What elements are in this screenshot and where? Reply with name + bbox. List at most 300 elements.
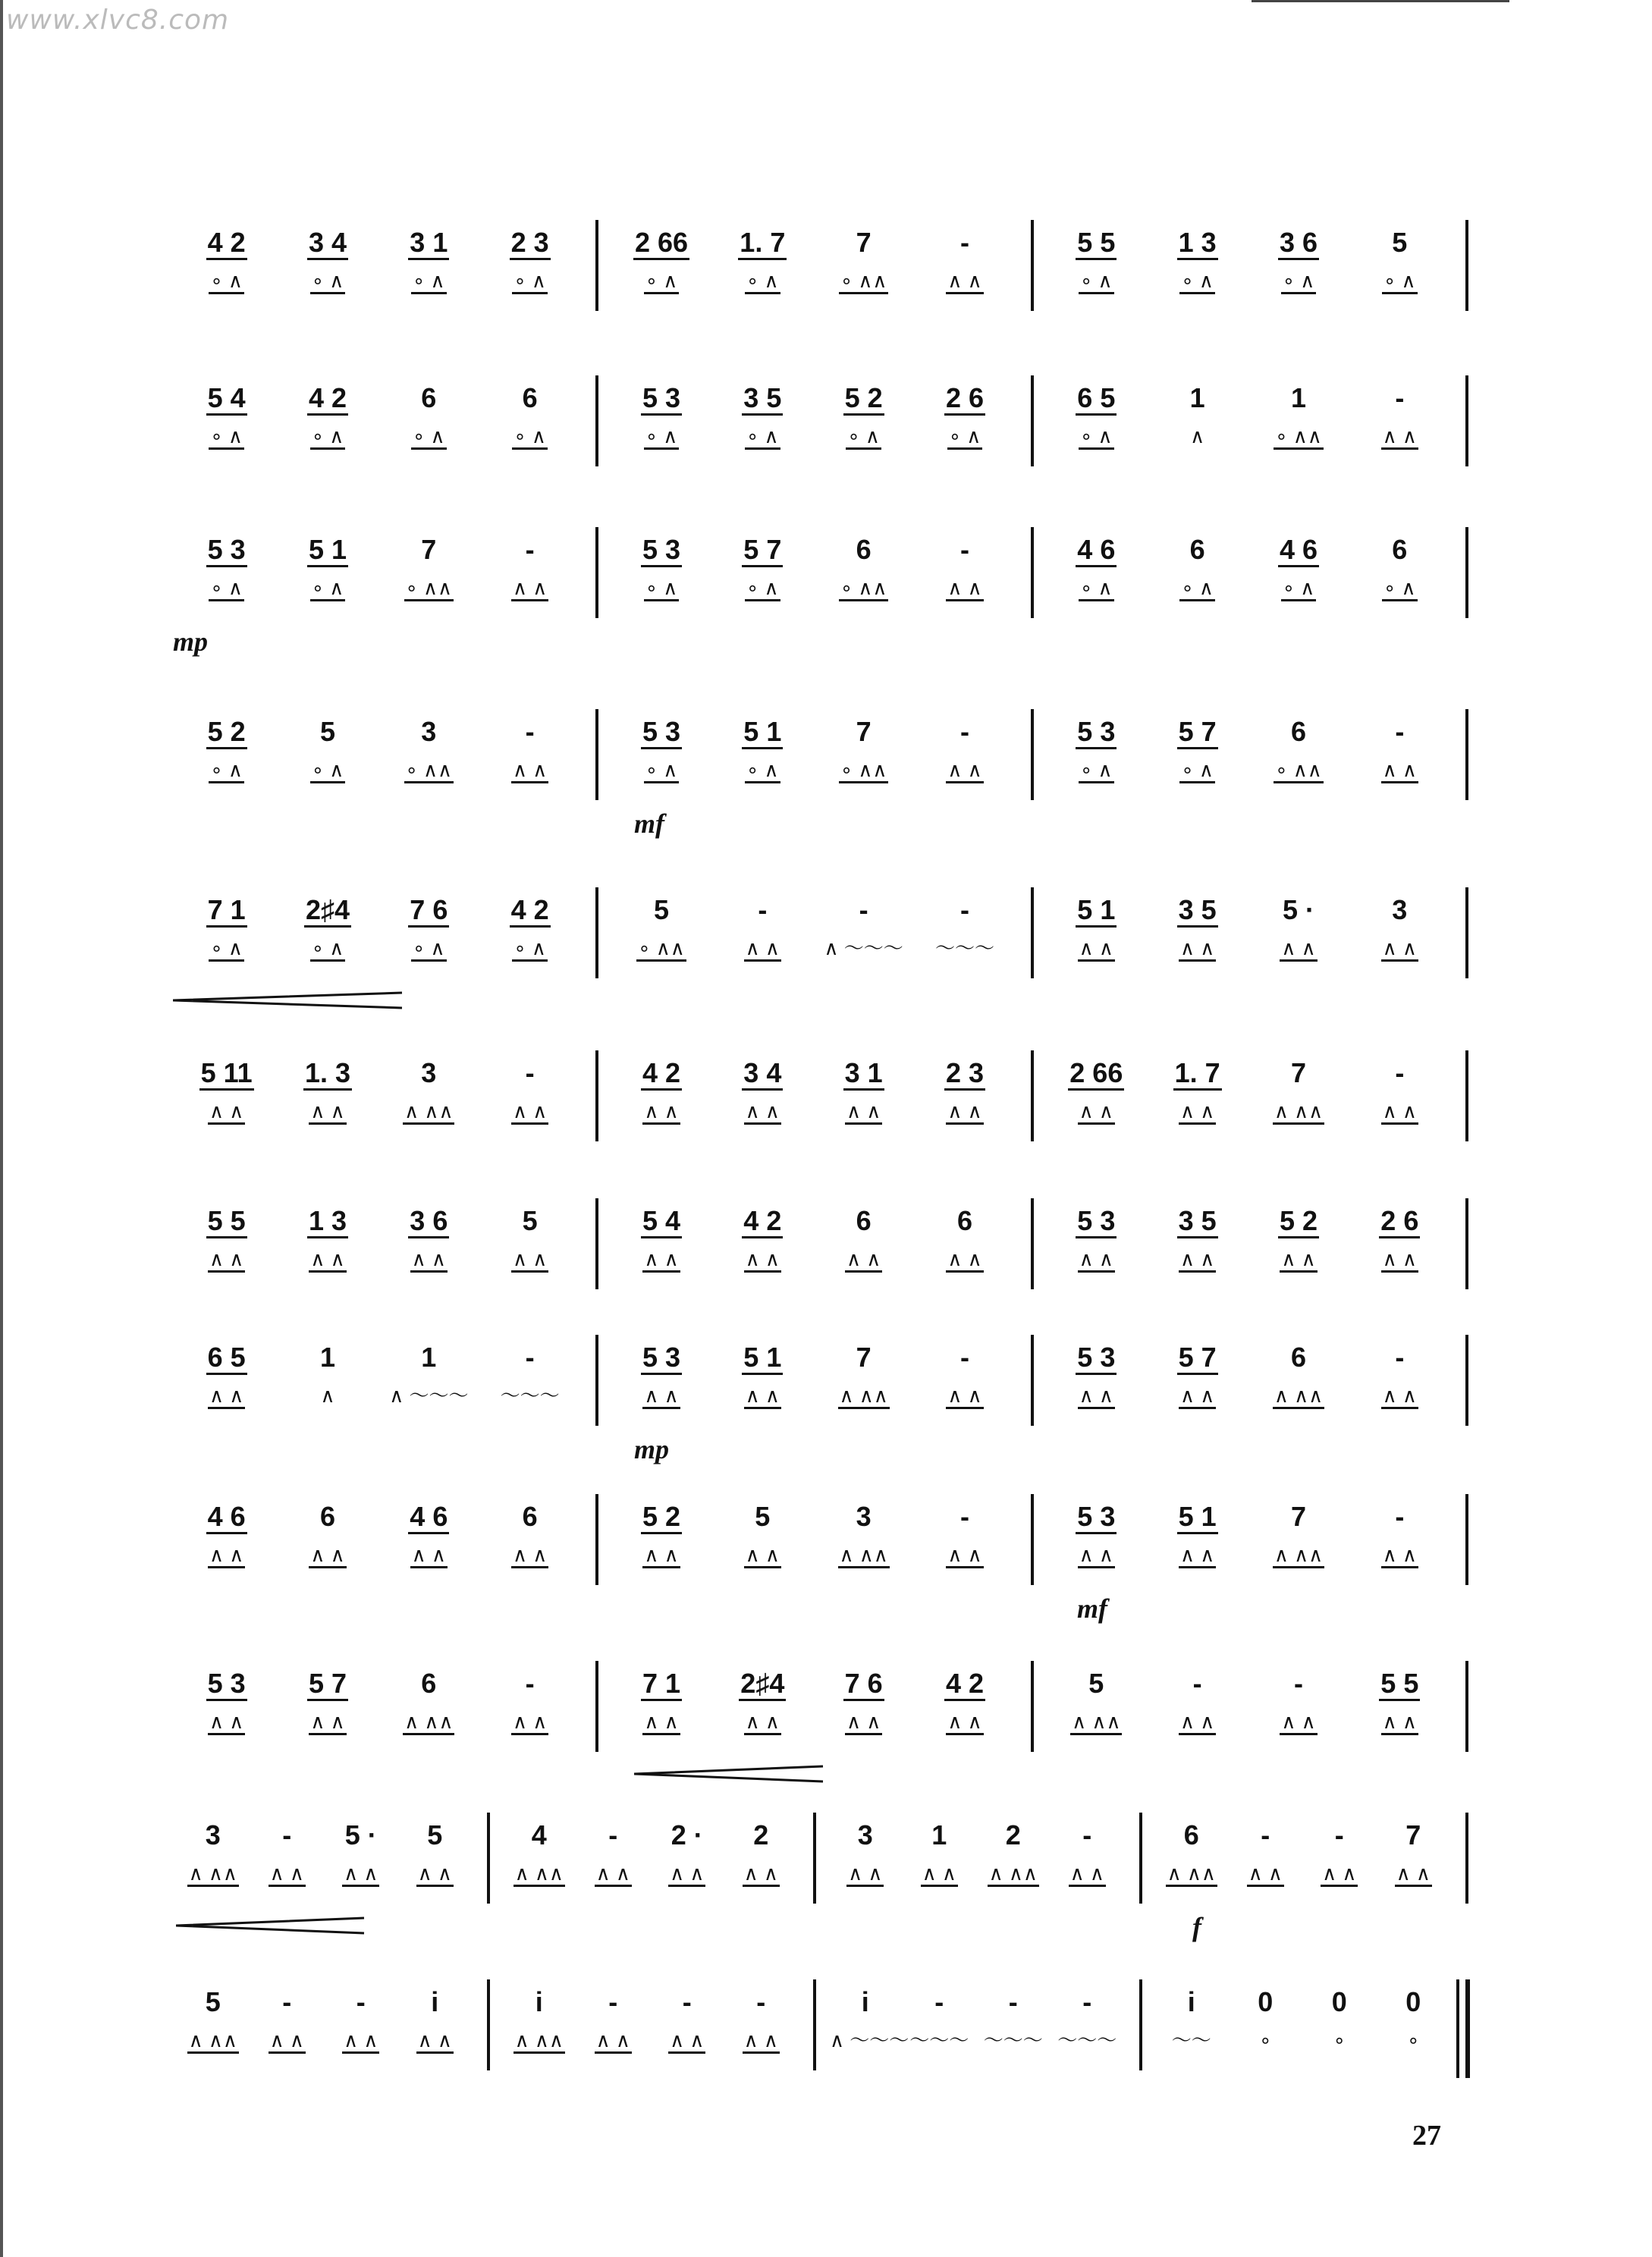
beat bbox=[1349, 1206, 1450, 1273]
note-group: 1 bbox=[1290, 382, 1306, 413]
beat bbox=[813, 1502, 914, 1568]
note-group: - bbox=[608, 1986, 618, 2017]
articulation-marks: ∧ ∧ bbox=[1078, 1384, 1115, 1409]
beat bbox=[176, 1342, 277, 1409]
beat bbox=[1051, 1987, 1125, 2054]
beat bbox=[1147, 383, 1248, 450]
note-group: 5 3 bbox=[1076, 1502, 1117, 1534]
beat bbox=[828, 1986, 909, 2054]
articulation-marks: ∧ ∧ bbox=[946, 1543, 983, 1568]
note-group: - bbox=[756, 1986, 766, 2017]
note-group: 5 5 bbox=[1076, 228, 1117, 260]
note-group: 4 2 bbox=[510, 895, 551, 928]
articulation-marks: ∧ ∧ bbox=[595, 2029, 632, 2054]
note-group: 5 · bbox=[344, 1819, 377, 1850]
beat bbox=[176, 895, 277, 962]
note-group: 6 5 bbox=[206, 1342, 247, 1375]
note-group: 3 5 bbox=[1177, 1206, 1218, 1238]
beat bbox=[1229, 1987, 1303, 2054]
crescendo-hairpin bbox=[634, 1763, 831, 1786]
note-group: - bbox=[282, 1819, 292, 1850]
articulation-marks: ～～～ bbox=[983, 2029, 1043, 2051]
note-group: 6 bbox=[1183, 1819, 1199, 1850]
crescendo-hairpin bbox=[173, 990, 410, 1012]
note-group: 6 bbox=[319, 1501, 335, 1532]
note-group: 5 3 bbox=[641, 1342, 682, 1375]
articulation-marks: ∧ ～～～ bbox=[824, 937, 903, 959]
note-group: 3 bbox=[856, 1501, 872, 1532]
beat bbox=[914, 535, 1015, 601]
note-group: 6 bbox=[856, 1205, 872, 1236]
note-group: 1 3 bbox=[307, 1206, 348, 1238]
note-group: - bbox=[1395, 1501, 1405, 1532]
staff-system bbox=[0, 228, 1652, 394]
articulation-marks: ∧ ∧ bbox=[1280, 1710, 1317, 1735]
note-group: 5 3 bbox=[641, 383, 682, 416]
beat bbox=[1349, 228, 1450, 294]
articulation-marks: ∘ ∧ bbox=[310, 576, 346, 601]
barline bbox=[595, 1335, 598, 1426]
beat bbox=[1349, 1502, 1450, 1568]
beat bbox=[914, 1206, 1015, 1273]
beat bbox=[576, 1820, 651, 1887]
articulation-marks: ∘ ∧ bbox=[644, 576, 680, 601]
note-group: 5 bbox=[427, 1819, 443, 1850]
beat bbox=[712, 1502, 813, 1568]
beat bbox=[1046, 717, 1147, 783]
beat bbox=[914, 717, 1015, 783]
beat bbox=[398, 1987, 473, 2054]
articulation-marks: ∧ ∧ bbox=[410, 1543, 448, 1568]
note-group: 6 bbox=[1290, 1342, 1306, 1373]
beat bbox=[1248, 383, 1349, 450]
note-group: - bbox=[1395, 1057, 1405, 1088]
note-group: 5 5 bbox=[206, 1206, 247, 1238]
note-group: 1 3 bbox=[1177, 228, 1218, 260]
beat bbox=[277, 895, 378, 962]
articulation-marks: ∧ ∧ bbox=[1280, 937, 1317, 962]
articulation-marks: ∘ ∧ bbox=[310, 425, 346, 450]
barline bbox=[595, 1661, 598, 1752]
note-group: 3 6 bbox=[408, 1206, 449, 1238]
beat bbox=[378, 1206, 479, 1273]
note-group: 4 2 bbox=[641, 1058, 682, 1091]
note-group: 2 bbox=[1005, 1819, 1021, 1850]
beat bbox=[828, 1820, 903, 1887]
articulation-marks: ∘ ∧∧ bbox=[636, 937, 686, 962]
beat bbox=[1147, 717, 1248, 783]
note-group: 3 1 bbox=[408, 228, 449, 260]
note-group: 0 bbox=[1258, 1986, 1274, 2017]
beat bbox=[576, 1987, 651, 2054]
articulation-marks: ∧ ∧ bbox=[946, 758, 983, 783]
beat bbox=[1147, 228, 1248, 294]
staff-system bbox=[0, 1342, 1652, 1509]
articulation-marks: ∧ ∧ bbox=[410, 1248, 448, 1273]
beat bbox=[976, 1987, 1051, 2054]
note-group: 6 bbox=[1189, 534, 1205, 565]
beat bbox=[378, 1502, 479, 1568]
beat bbox=[1147, 1342, 1248, 1409]
articulation-marks: ∧ ∧ bbox=[269, 2029, 306, 2054]
barline bbox=[595, 375, 598, 466]
staff-system bbox=[0, 383, 1652, 550]
articulation-marks: ∧ ∧ bbox=[1179, 1100, 1216, 1125]
note-group: - bbox=[525, 716, 535, 747]
beat bbox=[712, 228, 813, 294]
beat bbox=[611, 228, 711, 294]
articulation-marks: ∧ ∧ bbox=[1078, 1100, 1115, 1125]
note-group: - bbox=[1261, 1819, 1270, 1850]
note-group: i bbox=[431, 1986, 439, 2017]
articulation-marks: ∘ ∧ bbox=[644, 758, 680, 783]
note-group: - bbox=[959, 227, 969, 258]
articulation-marks: ∧ ∧ bbox=[642, 1100, 680, 1125]
barline bbox=[487, 1813, 490, 1904]
articulation-marks: ∧ ∧ bbox=[1321, 1862, 1358, 1887]
beat bbox=[914, 1342, 1015, 1409]
barline bbox=[595, 220, 598, 311]
note-group: 5 3 bbox=[641, 535, 682, 567]
note-group: 5 7 bbox=[1177, 1342, 1218, 1375]
note-group: - bbox=[1192, 1668, 1202, 1699]
beat bbox=[1377, 1987, 1451, 2054]
beat bbox=[1248, 228, 1349, 294]
articulation-marks: ∧ ～～～ bbox=[830, 2029, 909, 2051]
articulation-marks: ∘ ∧ bbox=[644, 269, 680, 294]
note-group: 1 bbox=[319, 1342, 335, 1373]
note-group: 3 bbox=[205, 1819, 221, 1850]
articulation-marks: ∧ ∧ bbox=[1179, 1543, 1216, 1568]
beat bbox=[277, 717, 378, 783]
articulation-marks: ∘ ∧ bbox=[1179, 576, 1215, 601]
barline bbox=[1031, 527, 1034, 618]
articulation-marks: ∧ ∧ bbox=[946, 1248, 983, 1273]
note-group: 3 bbox=[421, 1057, 437, 1088]
final-barline bbox=[1456, 1979, 1459, 2078]
beat bbox=[1229, 1820, 1303, 1887]
beat bbox=[712, 1342, 813, 1409]
articulation-marks: ∧ ∧∧ bbox=[187, 2029, 239, 2054]
note-group: 6 bbox=[1290, 716, 1306, 747]
note-group: 5 4 bbox=[641, 1206, 682, 1238]
note-group: - bbox=[758, 894, 768, 925]
barline bbox=[1031, 1661, 1034, 1752]
articulation-marks: ∧ ∧∧ bbox=[1273, 1100, 1324, 1125]
note-group: 7 bbox=[856, 227, 872, 258]
beat bbox=[479, 1058, 580, 1125]
beat bbox=[914, 1668, 1015, 1735]
articulation-marks: ～～～ bbox=[1057, 2029, 1117, 2051]
beat bbox=[1046, 1206, 1147, 1273]
articulation-marks: ∧ ∧ bbox=[744, 937, 781, 962]
beat bbox=[650, 1987, 724, 2054]
articulation-marks: ∧ ∧ bbox=[208, 1384, 245, 1409]
note-group: 5 4 bbox=[206, 383, 247, 416]
note-group: 7 bbox=[1405, 1819, 1421, 1850]
barline bbox=[1031, 1198, 1034, 1289]
articulation-marks: ∧ ∧ bbox=[1078, 1248, 1115, 1273]
articulation-marks: ∧ ∧ bbox=[946, 1710, 983, 1735]
dynamic-marking: mp bbox=[173, 626, 209, 657]
beat bbox=[378, 1058, 479, 1125]
beat bbox=[1046, 535, 1147, 601]
barline bbox=[1031, 1494, 1034, 1585]
articulation-marks: ∘ ∧ bbox=[846, 425, 881, 450]
note-group: - bbox=[1082, 1986, 1092, 2017]
note-group: 5 7 bbox=[1177, 717, 1218, 749]
beat bbox=[479, 1502, 580, 1568]
note-group: 7 6 bbox=[843, 1668, 884, 1701]
note-group: 4 2 bbox=[742, 1206, 783, 1238]
beat bbox=[277, 1502, 378, 1568]
beat bbox=[479, 383, 580, 450]
articulation-marks: ∧ ∧ bbox=[1395, 1862, 1432, 1887]
articulation-marks: ～～ bbox=[1171, 2029, 1211, 2051]
note-group: - bbox=[356, 1986, 366, 2017]
articulation-marks: ∘ ∧ bbox=[1281, 269, 1317, 294]
articulation-marks: ∧ ∧∧ bbox=[187, 1862, 239, 1887]
articulation-marks: ∘ ∧ bbox=[209, 937, 244, 962]
articulation-marks: ∧ ∧∧ bbox=[1070, 1710, 1122, 1735]
note-group: 2 6 bbox=[1379, 1206, 1420, 1238]
page-number: 27 bbox=[1412, 2120, 1441, 2152]
beat bbox=[712, 1206, 813, 1273]
note-group: 3 4 bbox=[307, 228, 348, 260]
articulation-marks: ～～～ bbox=[500, 1384, 560, 1407]
note-group: 2 66 bbox=[1068, 1058, 1124, 1091]
articulation-marks: ∧ ∧ bbox=[1381, 937, 1418, 962]
beat bbox=[712, 1668, 813, 1735]
articulation-marks: ∧ ∧ bbox=[1179, 1710, 1216, 1735]
articulation-marks: ∧ ∧ bbox=[511, 576, 548, 601]
barline bbox=[595, 887, 598, 978]
staff-system bbox=[0, 1820, 1652, 1987]
articulation-marks: ∘ ∧ bbox=[310, 758, 346, 783]
articulation-marks: ∘ ∧ bbox=[1079, 576, 1114, 601]
beat bbox=[176, 1987, 250, 2054]
articulation-marks: ∘ ∧∧ bbox=[404, 576, 454, 601]
articulation-marks: ∘ ∧ bbox=[209, 758, 244, 783]
note-group: 7 1 bbox=[641, 1668, 682, 1701]
note-group: 6 bbox=[522, 382, 538, 413]
articulation-marks: ∧ ∧ bbox=[1078, 937, 1115, 962]
beat bbox=[1046, 1502, 1147, 1568]
note-group: 2 6 bbox=[944, 383, 985, 416]
beat bbox=[813, 535, 914, 601]
note-group: 3 bbox=[857, 1819, 873, 1850]
articulation-marks: ∘ ∧∧ bbox=[839, 269, 889, 294]
articulation-marks: ∧ ∧∧ bbox=[514, 2029, 565, 2054]
note-group: 5 3 bbox=[1076, 1342, 1117, 1375]
articulation-marks: ∧ ∧ bbox=[511, 1543, 548, 1568]
barline bbox=[595, 1494, 598, 1585]
beat bbox=[250, 1820, 325, 1887]
beat bbox=[1046, 1342, 1147, 1409]
articulation-marks: ～～～ bbox=[909, 2029, 969, 2051]
note-group: 1 bbox=[1189, 382, 1205, 413]
articulation-marks: ∘ ∧ bbox=[1179, 758, 1215, 783]
note-group: 5 bbox=[205, 1986, 221, 2017]
note-group: 5 bbox=[522, 1205, 538, 1236]
articulation-marks: ∧ ∧ bbox=[845, 1710, 882, 1735]
articulation-marks: ∧ ∧ bbox=[946, 1384, 983, 1409]
staff-system bbox=[0, 895, 1652, 1062]
note-group: 4 6 bbox=[408, 1502, 449, 1534]
note-group: 2 3 bbox=[510, 228, 551, 260]
articulation-marks: ∘ ∧ bbox=[512, 425, 548, 450]
articulation-marks: ∧ ∧ bbox=[309, 1710, 346, 1735]
beat bbox=[378, 1342, 479, 1409]
note-group: 2♯4 bbox=[304, 895, 351, 928]
beat bbox=[1046, 895, 1147, 962]
note-group: 6 5 bbox=[1076, 383, 1117, 416]
note-group: 2 3 bbox=[944, 1058, 985, 1091]
barline bbox=[1465, 1979, 1470, 2078]
beat bbox=[277, 1206, 378, 1273]
barline bbox=[1465, 1050, 1468, 1141]
dynamic-marking: mp bbox=[634, 1434, 670, 1464]
note-group: - bbox=[608, 1819, 618, 1850]
articulation-marks: ∧ ∧ bbox=[1179, 937, 1216, 962]
note-group: 5 2 bbox=[1278, 1206, 1319, 1238]
articulation-marks: ∧ ∧∧ bbox=[988, 1862, 1039, 1887]
note-group: 1 bbox=[421, 1342, 437, 1373]
note-group: 5 1 bbox=[307, 535, 348, 567]
articulation-marks: ∧ ∧ bbox=[744, 1248, 781, 1273]
barline bbox=[1465, 220, 1468, 311]
beat bbox=[176, 1502, 277, 1568]
beat bbox=[176, 1668, 277, 1735]
staff-system bbox=[0, 1058, 1652, 1225]
note-group: 7 6 bbox=[408, 895, 449, 928]
articulation-marks: ∧ ∧ bbox=[1078, 1543, 1115, 1568]
beat bbox=[611, 383, 711, 450]
articulation-marks: ∧ ∧ bbox=[416, 2029, 454, 2054]
note-group: 5 7 bbox=[742, 535, 783, 567]
beat bbox=[277, 535, 378, 601]
barline bbox=[1139, 1813, 1142, 1904]
articulation-marks: ∧ ∧ bbox=[595, 1862, 632, 1887]
articulation-marks: ∧ ∧ bbox=[511, 1248, 548, 1273]
articulation-marks: ∘ ∧ bbox=[310, 937, 346, 962]
articulation-marks: ∧ ∧∧ bbox=[403, 1710, 454, 1735]
barline bbox=[1031, 887, 1034, 978]
note-group: 3 bbox=[1392, 894, 1408, 925]
articulation-marks: ∧ ∧ bbox=[642, 1384, 680, 1409]
note-group: 3 5 bbox=[1177, 895, 1218, 928]
beat bbox=[813, 1342, 914, 1409]
note-group: - bbox=[682, 1986, 692, 2017]
beat bbox=[176, 1058, 277, 1125]
note-group: 4 bbox=[531, 1819, 547, 1850]
note-group: 5 3 bbox=[1076, 717, 1117, 749]
note-group: 6 bbox=[522, 1501, 538, 1532]
articulation-marks: ∘ ∧∧ bbox=[404, 758, 454, 783]
articulation-marks: ∘ ∧∧ bbox=[839, 576, 889, 601]
note-group: - bbox=[1395, 716, 1405, 747]
beat bbox=[813, 228, 914, 294]
staff-system bbox=[0, 1502, 1652, 1668]
articulation-marks: ∧ ∧ bbox=[1280, 1248, 1317, 1273]
articulation-marks: ∧ ∧ bbox=[309, 1248, 346, 1273]
beat bbox=[1248, 895, 1349, 962]
beat bbox=[650, 1820, 724, 1887]
note-group: i bbox=[861, 1986, 869, 2017]
barline bbox=[1031, 1335, 1034, 1426]
beat bbox=[1046, 1668, 1147, 1735]
beat bbox=[1349, 1668, 1450, 1735]
beat bbox=[611, 1058, 711, 1125]
note-group: 1 bbox=[931, 1819, 947, 1850]
articulation-marks: ∘ ∧ bbox=[1079, 758, 1114, 783]
articulation-marks: ∧ ∧∧ bbox=[1166, 1862, 1217, 1887]
beat bbox=[176, 383, 277, 450]
note-group: 7 bbox=[1290, 1057, 1306, 1088]
articulation-marks: ∧ ∧ bbox=[1179, 1248, 1216, 1273]
articulation-marks: ∧ ∧ bbox=[946, 1100, 983, 1125]
note-group: 3 4 bbox=[742, 1058, 783, 1091]
beat bbox=[813, 1206, 914, 1273]
note-group: - bbox=[959, 716, 969, 747]
beat bbox=[813, 1668, 914, 1735]
beat bbox=[1349, 535, 1450, 601]
beat bbox=[479, 1206, 580, 1273]
note-group: 5 bbox=[319, 716, 335, 747]
articulation-marks: ∧ ∧ bbox=[269, 1862, 306, 1887]
articulation-marks: ∘ ∧ bbox=[411, 269, 447, 294]
note-group: 1. 7 bbox=[1173, 1058, 1222, 1091]
note-group: 5 1 bbox=[742, 717, 783, 749]
articulation-marks: ∧ ∧ bbox=[1381, 1248, 1418, 1273]
beat bbox=[479, 895, 580, 962]
watermark: www.xlvc8.com bbox=[6, 5, 230, 36]
beat bbox=[1248, 1668, 1349, 1735]
beat bbox=[277, 1668, 378, 1735]
articulation-marks: ∘ ∧ bbox=[411, 425, 447, 450]
articulation-marks: ∧ ∧ bbox=[744, 1100, 781, 1125]
beat bbox=[712, 535, 813, 601]
note-group: 5 3 bbox=[1076, 1206, 1117, 1238]
articulation-marks: ∧ ∧ bbox=[1247, 1862, 1284, 1887]
articulation-marks: ∧ ∧ bbox=[846, 1862, 884, 1887]
beat bbox=[277, 1342, 378, 1409]
articulation-marks: ∧ ∧ bbox=[845, 1100, 882, 1125]
articulation-marks: ～～～ bbox=[934, 937, 994, 959]
articulation-marks: ∧ ∧ bbox=[511, 758, 548, 783]
articulation-marks: ∘ ∧ bbox=[745, 425, 780, 450]
beat bbox=[1248, 1058, 1349, 1125]
staff-system bbox=[0, 1987, 1652, 2154]
dynamic-marking: mf bbox=[1077, 1593, 1107, 1624]
barline bbox=[1465, 375, 1468, 466]
beat bbox=[1051, 1820, 1125, 1887]
beat bbox=[479, 1668, 580, 1735]
articulation-marks: ∘ ∧ bbox=[209, 269, 244, 294]
note-group: 1. 3 bbox=[303, 1058, 352, 1091]
articulation-marks: ∘ ∧ bbox=[745, 269, 780, 294]
beat bbox=[813, 717, 914, 783]
note-group: 4 2 bbox=[307, 383, 348, 416]
articulation-marks: ∘ ∧ bbox=[644, 425, 680, 450]
articulation-marks: ∧ ∧ bbox=[668, 1862, 705, 1887]
note-group: 2♯4 bbox=[739, 1668, 786, 1701]
note-group: 5 bbox=[1088, 1668, 1104, 1699]
beat bbox=[324, 1820, 398, 1887]
beat bbox=[1147, 1206, 1248, 1273]
note-group: 2 bbox=[753, 1819, 769, 1850]
barline bbox=[595, 527, 598, 618]
